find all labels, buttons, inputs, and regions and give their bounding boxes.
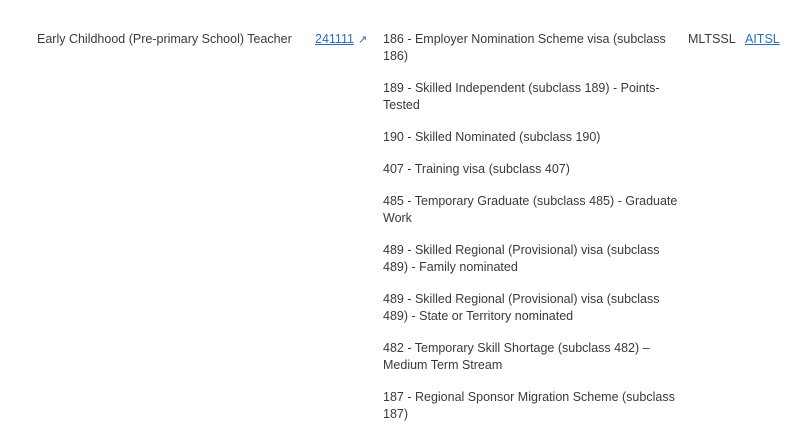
visa-item: 187 - Regional Sponsor Migration Scheme (subclass 187) — [383, 390, 675, 421]
visa-item: 489 - Skilled Regional (Provisional) visa (subclass 489) - Family nominated — [383, 243, 660, 274]
anzsco-code-link[interactable] — [315, 31, 367, 49]
visa-item: 482 - Temporary Skill Shortage (subclass 482) – Medium Term Stream — [383, 341, 650, 372]
visa-list — [383, 31, 678, 438]
skill-list-label: MLTSSL — [688, 32, 736, 46]
external-link-icon: ↗ — [357, 34, 368, 46]
occupation-name: Early Childhood (Pre-primary School) Teacher — [37, 32, 292, 46]
visa-item: 407 - Training visa (subclass 407) — [383, 162, 570, 176]
visa-item: 186 - Employer Nomination Scheme visa (subclass 186) — [383, 32, 666, 63]
anzsco-code: 241111 — [315, 32, 354, 46]
assessing-authority-link[interactable]: AITSL — [745, 32, 780, 46]
visa-item: 190 - Skilled Nominated (subclass 190) — [383, 130, 601, 144]
visa-item: 189 - Skilled Independent (subclass 189) - Points-Tested — [383, 81, 660, 112]
visa-item: 485 - Temporary Graduate (subclass 485) - Graduate Work — [383, 194, 678, 225]
visa-item: 489 - Skilled Regional (Provisional) visa (subclass 489) - State or Territory nominated — [383, 292, 660, 323]
